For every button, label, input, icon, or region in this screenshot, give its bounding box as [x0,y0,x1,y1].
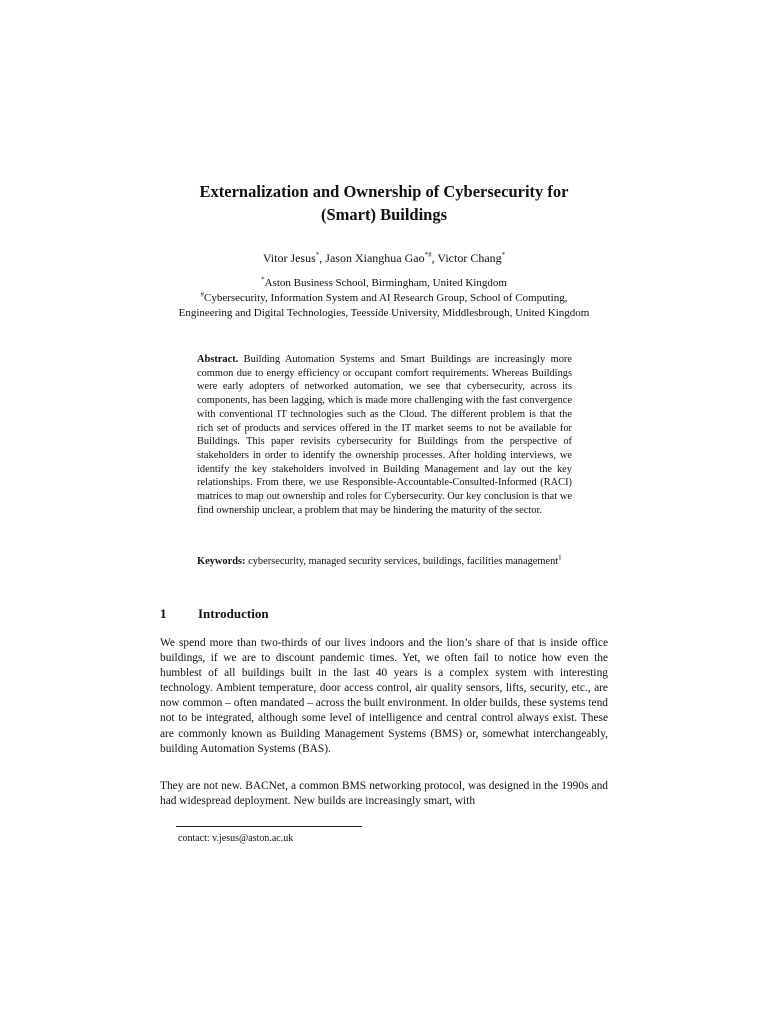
body-paragraph-1: We spend more than two-thirds of our lives indoors and the lion’s share of that is inside office buildings, if we are to discount pandemic times. Yet, we often fail to notice how even the humblest of all buildings built in the last 40 years is a complex system with interesting technology. Ambient temperature, door access control, air quality sensors, lifts, security, etc., are now common – often mandated – across the built environment. In older builds, these systems tend not to be integrated, although some level of intelligence and central control always exist. These are commonly known as Building Management Systems (BMS) or, somewhat interchangeably, building Automation Systems (BAS). [160,637,608,755]
section-title: Introduction [198,606,269,621]
body-paragraph-2: They are not new. BACNet, a common BMS networking protocol, was designed in the 1990s and had widespread deployment. New builds are increasingly smart, with [160,780,608,808]
author-name: Victor Chang [437,251,502,265]
author-mark: * [501,251,506,259]
title-line-1: Externalization and Ownership of Cybersecurity for [199,182,569,201]
title-line-2: (Smart) Buildings [320,205,448,224]
author-list: Vitor Jesus*, Jason Xianghua Gao*#, Victor Chang* [262,251,506,265]
affiliation-line [110,306,658,321]
keywords [197,555,572,569]
paper-title [120,180,648,226]
affiliation-mark: # [200,290,205,299]
affiliation-text: Aston Business School, Birmingham, United Kingdom [264,277,507,289]
author-name: Vitor Jesus [262,251,316,265]
keywords-label: Keywords: [197,556,246,567]
section-number: 1 [160,606,167,621]
keywords-text: cybersecurity, managed security services, buildings, facilities management [248,556,559,567]
section-heading [160,605,269,623]
abstract-text: Building Automation Systems and Smart Buildings are increasingly more common due to energy efficiency or occupant comfort requirements. Whereas Buildings were early adopters of networked automation, we see that cybersecurity, across its components, has been lagging, which is made more challenging with the fast convergence with conventional IT technologies such as the Cloud. The different problem is that the rich set of products and services offered in the IT market seems to not be available for Buildings. This paper revisits cybersecurity for Buildings from the perspective of stakeholders in order to identify the ownership processes. After holding interviews, we identify the key stakeholders involved in Building Management and lay out the key relationships. From there, we use Responsible-Accountable-Consulted-Informed (RACI) matrices to map out ownership and roles for Cybersecurity. Our key conclusion is that we find ownership unclear, a problem that may be hindering the maturity of the sector. [197,354,572,516]
footnote-divider [176,826,362,827]
abstract [197,353,572,517]
affiliation-line [110,276,658,291]
author-mark: *# [424,251,432,259]
affiliations [110,276,658,321]
affiliation-line [110,291,658,306]
affiliation-text: Engineering and Digital Technologies, Teesside University, Middlesbrough, United Kingdom [178,307,590,319]
footnote-text: contact: v.jesus@aston.ac.uk [178,833,294,844]
footnote-mark: 1 [558,553,562,562]
affiliation-mark: * [261,275,265,284]
abstract-label: Abstract. [197,354,239,365]
footnote [178,832,293,845]
author-name: Jason Xianghua Gao [325,251,425,265]
affiliation-text: Cybersecurity, Information System and AI Research Group, School of Computing, [204,292,568,304]
author-mark: * [315,251,320,259]
